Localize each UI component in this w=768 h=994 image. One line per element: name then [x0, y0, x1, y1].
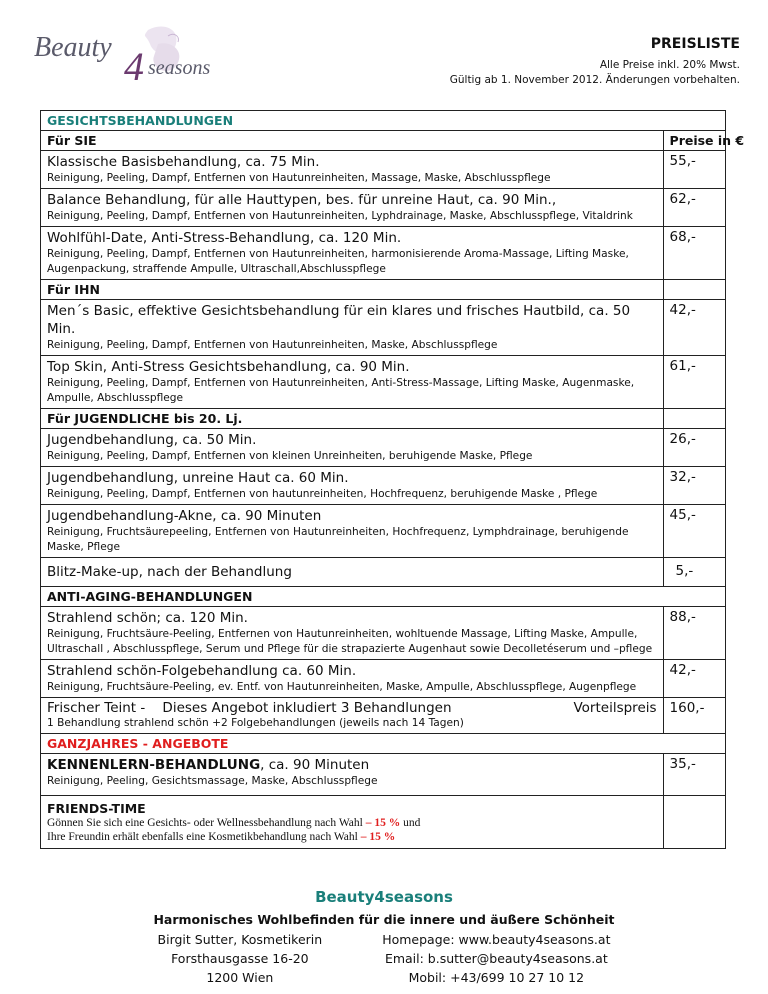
treatment-price: 26,- — [663, 429, 725, 467]
kennen-name-rest: , ca. 90 Minuten — [260, 757, 370, 773]
group-jugend: Für JUGENDLICHE bis 20. Lj. — [41, 409, 664, 429]
table-row — [41, 356, 726, 409]
group-sie: Für SIE — [41, 131, 664, 151]
teint-price: 160,- — [663, 698, 725, 734]
friends-discount: – 15 % — [360, 831, 396, 843]
teint-desc: 1 Behandlung strahlend schön +2 Folgebehandlungen (jeweils nach 14 Tagen) — [47, 717, 464, 729]
contact-mobile: Mobil: +43/699 10 27 10 12 — [408, 970, 585, 985]
treatment-price: 88,- — [663, 607, 725, 660]
table-row — [41, 607, 726, 660]
treatment-name: Wohlfühl-Date, Anti-Stress-Behandlung, ca. 120 Min. — [47, 230, 402, 246]
table-row — [41, 558, 726, 587]
treatment-desc: Reinigung, Fruchtsäurepeeling, Entfernen von Hautunreinheiten, Hochfrequenz, Lymphdrainage, beruhigende Maske, Pflege — [47, 526, 629, 553]
table-row — [41, 300, 726, 356]
table-row — [41, 754, 726, 796]
kennen-desc: Reinigung, Peeling, Gesichtsmassage, Maske, Abschlusspflege — [47, 775, 378, 787]
friends-text: und — [400, 817, 421, 829]
treatment-price: 68,- — [663, 227, 725, 280]
kennen-name-bold: KENNENLERN-BEHANDLUNG — [47, 757, 261, 773]
price-table — [40, 110, 745, 849]
table-row — [41, 429, 726, 467]
validity-note: Gültig ab 1. November 2012. Änderungen vorbehalten. — [449, 74, 740, 86]
table-row — [41, 660, 726, 698]
treatment-desc: Reinigung, Fruchtsäure-Peeling, ev. Entf. von Hautunreinheiten, Maske, Ampulle, Abschlusspflege, Augenpflege — [47, 681, 637, 693]
friends-text: Gönnen Sie sich eine Gesichts- oder Wellnessbehandlung nach Wahl — [47, 817, 366, 829]
treatment-desc: Reinigung, Fruchtsäure-Peeling, Entfernen von Hautunreinheiten, wohltuende Massage, Lifting Maske, Ampulle, Ultraschall , Abschlusspflege, Serum und Pflege für die strapazierte Augenhaut sowie Decolletéserum und –pflege — [47, 628, 653, 655]
treatment-desc: Reinigung, Peeling, Dampf, Entfernen von Hautunreinheiten, Lyphdrainage, Maske, Abschlusspflege, Vitaldrink — [47, 210, 633, 222]
treatment-name: Men´s Basic, effektive Gesichtsbehandlung für ein klares und frisches Hautbild, ca. 50 Min. — [47, 303, 631, 337]
treatment-price: 5,- — [663, 558, 725, 587]
footer-brand: Beauty4seasons — [315, 888, 453, 906]
teint-name: Frischer Teint - Dieses Angebot inkludiert 3 Behandlungen — [47, 700, 452, 716]
treatment-price: 42,- — [663, 300, 725, 356]
table-row — [41, 189, 726, 227]
treatment-name: Blitz-Make-up, nach der Behandlung — [47, 564, 292, 580]
price-header: Preise in € — [663, 131, 725, 151]
treatment-desc: Reinigung, Peeling, Dampf, Entfernen von kleinen Unreinheiten, beruhigende Maske, Pflege — [47, 450, 533, 462]
treatment-desc: Reinigung, Peeling, Dampf, Entfernen von Hautunreinheiten, Anti-Stress-Massage, Lifting Maske, Augenmaske, Ampulle, Abschlusspflege — [47, 377, 635, 404]
treatment-desc: Reinigung, Peeling, Dampf, Entfernen von Hautunreinheiten, harmonisierende Aroma-Massage, Lifting Maske, Augenpackung, straffende Ampulle, Ultraschall,Abschlusspflege — [47, 248, 629, 275]
treatment-price: 42,- — [663, 660, 725, 698]
friends-heading: FRIENDS-TIME — [47, 801, 146, 816]
treatment-price: 32,- — [663, 467, 725, 505]
treatment-name: Strahlend schön-Folgebehandlung ca. 60 Min. — [47, 663, 357, 679]
treatment-name: Jugendbehandlung, unreine Haut ca. 60 Min. — [47, 470, 349, 486]
vat-note: Alle Preise inkl. 20% Mwst. — [599, 59, 740, 71]
table-row — [41, 467, 726, 505]
contact-homepage[interactable]: Homepage: www.beauty4seasons.at — [382, 932, 611, 947]
treatment-price: 45,- — [663, 505, 725, 558]
beauty4seasons-logo — [30, 22, 210, 92]
friends-discount: – 15 % — [365, 817, 401, 829]
contact-city: 1200 Wien — [206, 970, 274, 985]
treatment-name: Balance Behandlung, für alle Hauttypen, bes. für unreine Haut, ca. 90 Min., — [47, 192, 557, 208]
table-row — [41, 505, 726, 558]
treatment-name: Top Skin, Anti-Stress Gesichtsbehandlung, ca. 90 Min. — [47, 359, 410, 375]
treatment-desc: Reinigung, Peeling, Dampf, Entfernen von hautunreinheiten, Hochfrequenz, beruhigende Maske , Pflege — [47, 488, 598, 500]
section-ganzjahres: GANZJAHRES - ANGEBOTE — [41, 734, 726, 754]
table-row — [41, 227, 726, 280]
treatment-name: Jugendbehandlung-Akne, ca. 90 Minuten — [47, 508, 322, 524]
group-ihn: Für IHN — [41, 280, 664, 300]
table-row — [41, 151, 726, 189]
treatment-name: Strahlend schön; ca. 120 Min. — [47, 610, 248, 626]
treatment-price: 55,- — [663, 151, 725, 189]
section-gesicht: GESICHTSBEHANDLUNGEN — [41, 111, 726, 131]
page-title: PREISLISTE — [650, 36, 740, 52]
treatment-desc: Reinigung, Peeling, Dampf, Entfernen von Hautunreinheiten, Massage, Maske, Abschlusspflege — [47, 172, 551, 184]
treatment-name: Klassische Basisbehandlung, ca. 75 Min. — [47, 154, 320, 170]
treatment-price: 61,- — [663, 356, 725, 409]
contact-name: Birgit Sutter, Kosmetikerin — [157, 932, 323, 947]
table-row — [41, 796, 726, 849]
svg-text:seasons: seasons — [148, 57, 210, 79]
contact-street: Forsthausgasse 16-20 — [171, 951, 309, 966]
treatment-desc: Reinigung, Peeling, Dampf, Entfernen von Hautunreinheiten, Maske, Abschlusspflege — [47, 339, 498, 351]
treatment-name: Jugendbehandlung, ca. 50 Min. — [47, 432, 257, 448]
contact-left — [158, 930, 323, 987]
contact-email[interactable]: Email: b.sutter@beauty4seasons.at — [384, 951, 608, 966]
treatment-price: 62,- — [663, 189, 725, 227]
footer-tagline: Harmonisches Wohlbefinden für die innere und äußere Schönheit — [153, 912, 615, 927]
section-anti-aging: ANTI-AGING-BEHANDLUNGEN — [41, 587, 726, 607]
footer — [0, 888, 768, 987]
contact-right — [382, 930, 610, 987]
friends-text: Ihre Freundin erhält ebenfalls eine Kosmetikbehandlung nach Wahl — [47, 831, 361, 843]
table-row — [41, 698, 726, 734]
header — [450, 36, 740, 88]
kennen-price: 35,- — [663, 754, 725, 796]
svg-text:Beauty: Beauty — [34, 32, 112, 63]
teint-deal-label: Vorteilspreis — [573, 700, 657, 716]
svg-text:4: 4 — [124, 44, 144, 89]
